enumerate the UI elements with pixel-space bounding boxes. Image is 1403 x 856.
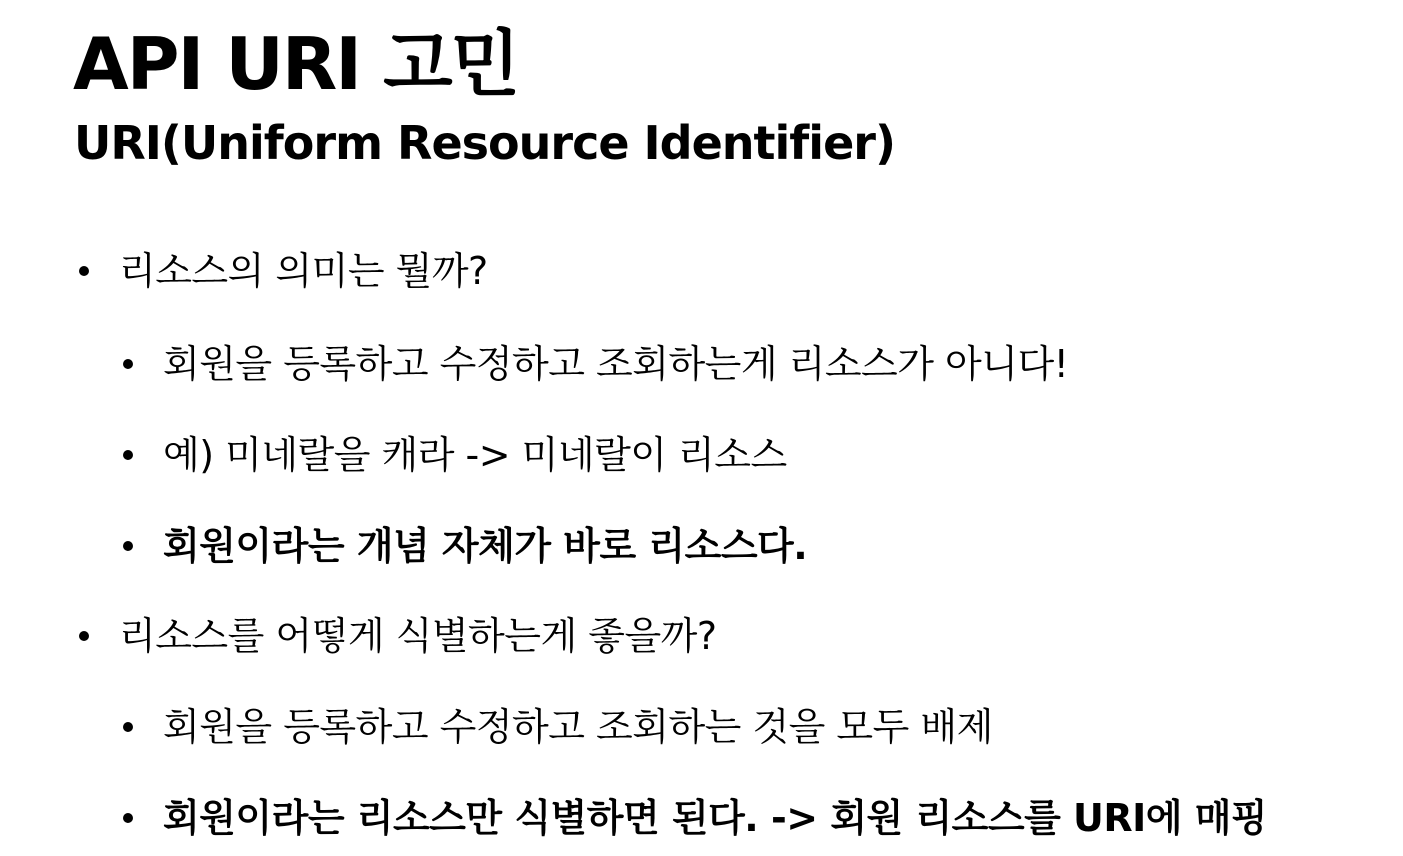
- sub-bullet-member-is-resource: [123, 521, 807, 571]
- slide-subtitle: URI(Uniform Resource Identifier): [74, 116, 895, 170]
- sub-bullet-not-actions: [123, 339, 1068, 389]
- bullet-text: 회원이라는 개념 자체가 바로 리소스다.: [163, 524, 808, 568]
- bullet-dot-icon: [123, 813, 133, 823]
- bullet-dot-icon: [79, 631, 89, 641]
- bullet-text: 리소스를 어떻게 식별하는게 좋을까?: [119, 614, 717, 658]
- bullet-dot-icon: [123, 541, 133, 551]
- bullet-dot-icon: [123, 450, 133, 460]
- sub-bullet-mineral-example: [123, 430, 787, 480]
- bullet-dot-icon: [123, 722, 133, 732]
- bullet-dot-icon: [123, 359, 133, 369]
- bullet-dot-icon: [79, 266, 89, 276]
- sub-bullet-map-to-uri: [123, 793, 1267, 843]
- sub-bullet-exclude-actions: [123, 702, 993, 752]
- bullet-text: 회원을 등록하고 수정하고 조회하는게 리소스가 아니다!: [163, 342, 1069, 386]
- bullet-text: 회원이라는 리소스만 식별하면 된다. -> 회원 리소스를 URI에 매핑: [163, 796, 1268, 840]
- bullet-identify-resource: [79, 611, 717, 661]
- bullet-resource-meaning: [79, 246, 488, 296]
- bullet-text: 예) 미네랄을 캐라 -> 미네랄이 리소스: [163, 433, 787, 477]
- bullet-text: 리소스의 의미는 뭘까?: [119, 249, 488, 293]
- bullet-text: 회원을 등록하고 수정하고 조회하는 것을 모두 배제: [163, 705, 993, 749]
- slide-title: API URI 고민: [73, 22, 519, 106]
